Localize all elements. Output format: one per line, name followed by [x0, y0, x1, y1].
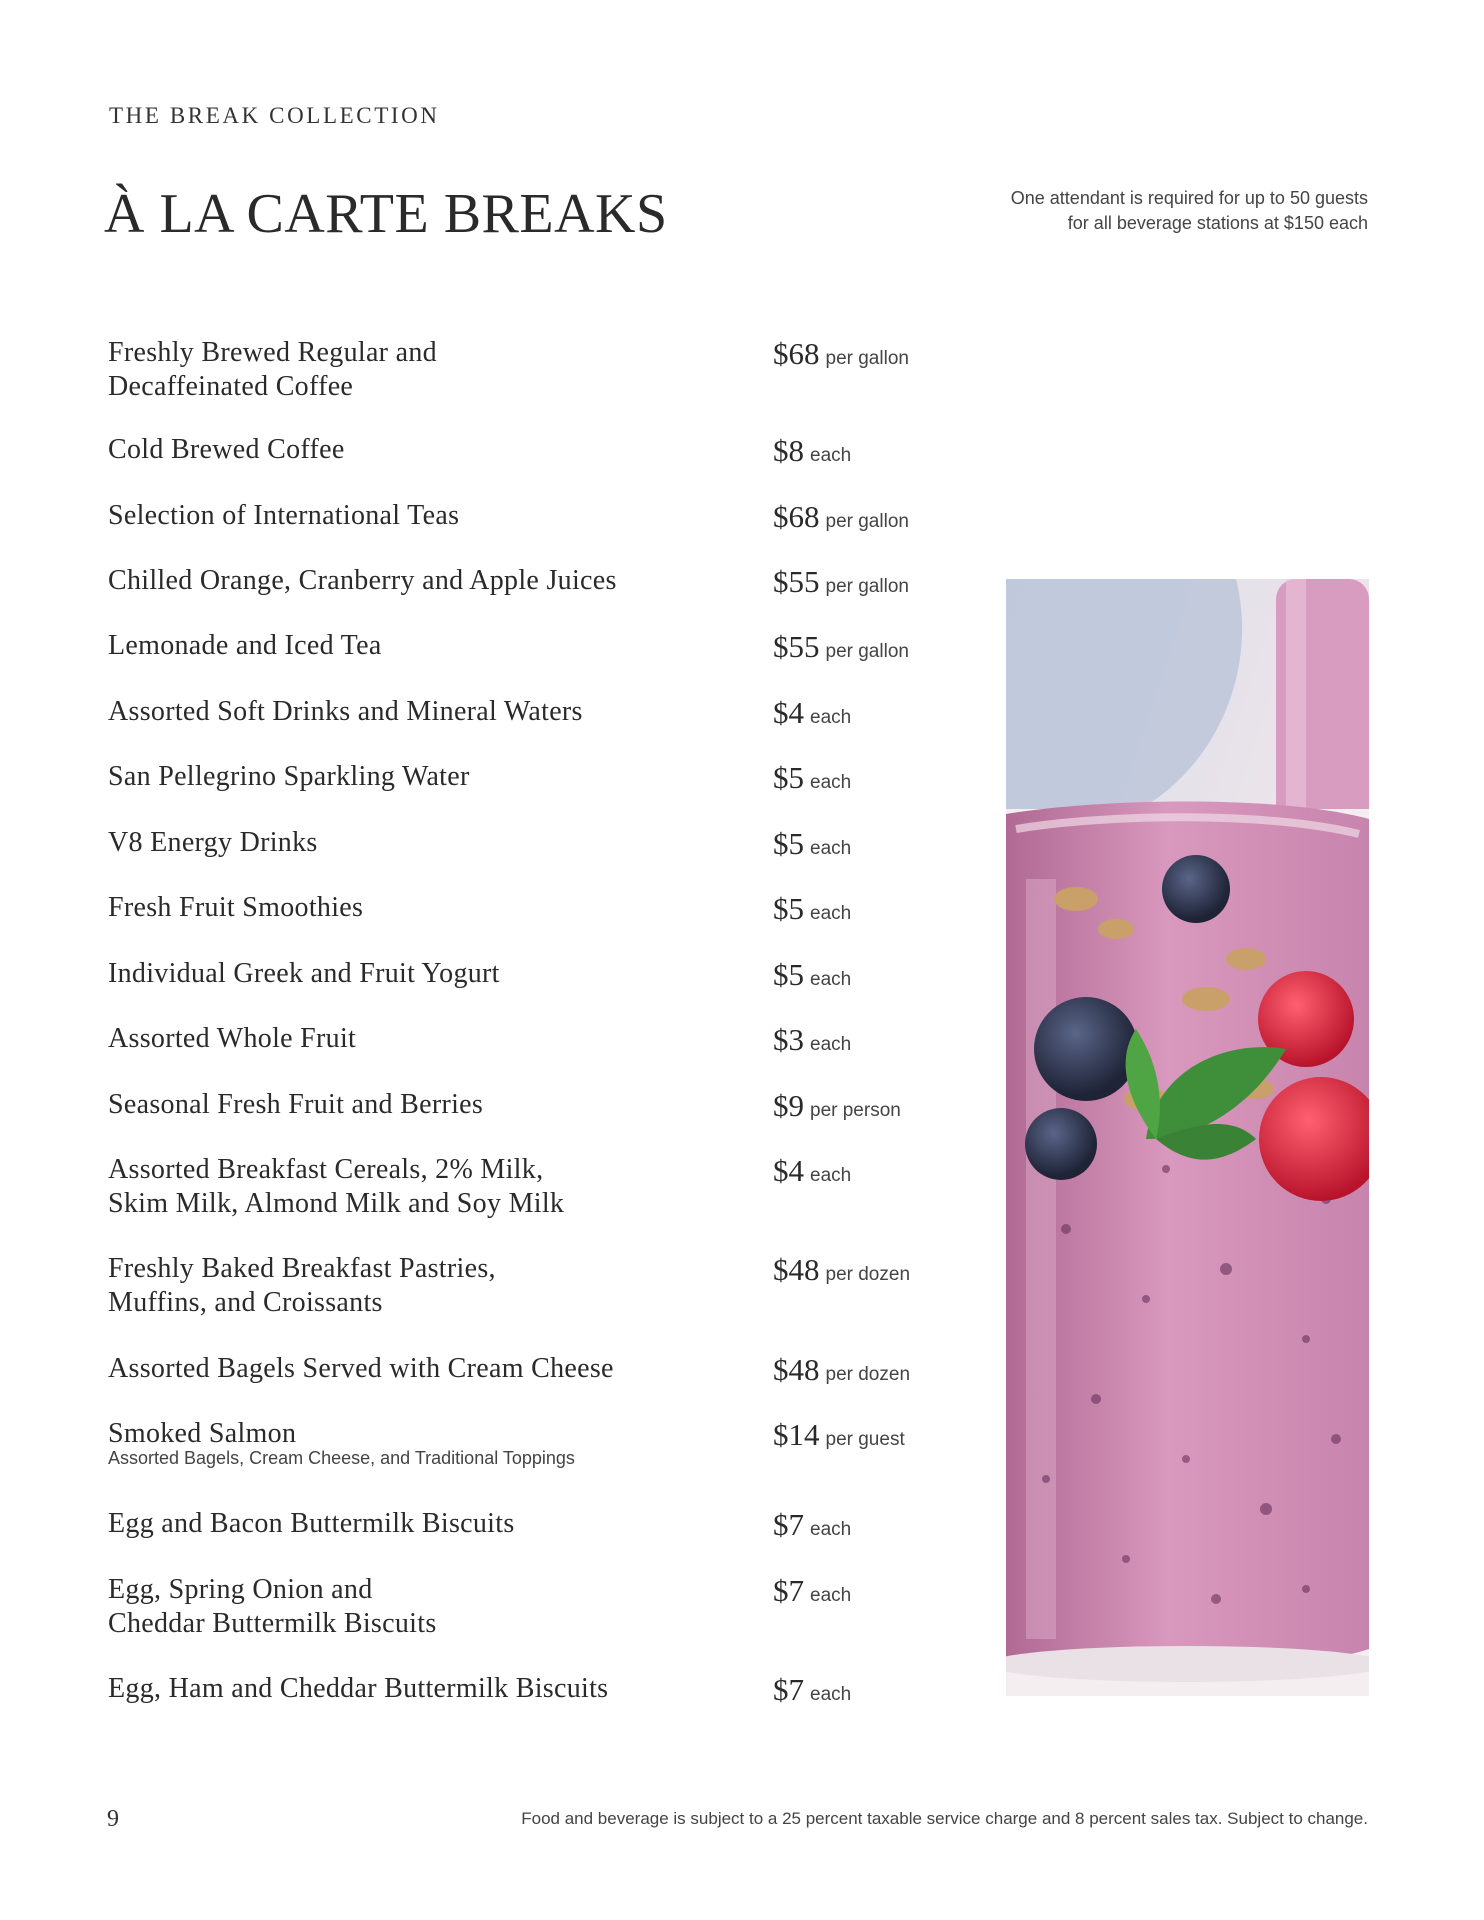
item-name: V8 Energy Drinks [108, 827, 318, 858]
price-unit: each [810, 445, 852, 466]
item-name: Assorted Whole Fruit [108, 1023, 357, 1054]
price-unit: per dozen [825, 1364, 911, 1385]
item-name: Freshly Brewed Regular and [108, 337, 437, 368]
item-price [773, 433, 851, 469]
item-price [773, 499, 909, 535]
attendant-note [1011, 186, 1368, 236]
price-unit: each [810, 903, 852, 924]
item-name: Selection of International Teas [108, 500, 460, 531]
item-price [773, 1507, 851, 1543]
item-name-line-2: Muffins, and Croissants [108, 1287, 383, 1318]
menu-item [108, 1153, 988, 1221]
price-unit: per dozen [825, 1264, 911, 1285]
price-amount: $48 [773, 1352, 820, 1387]
price-amount: $8 [773, 433, 804, 468]
menu-item [108, 629, 988, 663]
item-price [773, 695, 851, 731]
item-name-line-2: Decaffeinated Coffee [108, 371, 354, 402]
price-amount: $7 [773, 1573, 804, 1608]
item-name: Individual Greek and Fruit Yogurt [108, 958, 500, 989]
item-name: Freshly Baked Breakfast Pastries, [108, 1253, 496, 1284]
item-price [773, 957, 851, 993]
item-price [773, 336, 909, 372]
price-unit: per gallon [825, 641, 909, 662]
price-unit: per gallon [825, 348, 909, 369]
price-unit: each [810, 838, 852, 859]
item-price [773, 1088, 901, 1124]
price-amount: $3 [773, 1022, 804, 1057]
price-unit: per guest [825, 1429, 905, 1450]
price-unit: each [810, 1034, 852, 1055]
price-amount: $4 [773, 1153, 804, 1188]
price-amount: $48 [773, 1252, 820, 1287]
menu-item [108, 1252, 988, 1320]
item-name: Assorted Bagels Served with Cream Cheese [108, 1353, 614, 1384]
price-unit: per gallon [825, 511, 909, 532]
page-number: 9 [107, 1806, 119, 1832]
item-price [773, 1022, 851, 1058]
item-price [773, 1573, 851, 1609]
menu-item [108, 826, 988, 860]
price-unit: each [810, 1585, 852, 1606]
item-price [773, 629, 909, 665]
item-name-line-2: Cheddar Buttermilk Biscuits [108, 1608, 437, 1639]
item-name: Egg, Ham and Cheddar Buttermilk Biscuits [108, 1673, 609, 1704]
price-amount: $9 [773, 1088, 804, 1123]
menu-item [108, 1507, 988, 1541]
item-name: Seasonal Fresh Fruit and Berries [108, 1089, 484, 1120]
item-name: Cold Brewed Coffee [108, 434, 345, 465]
price-unit: each [810, 1165, 852, 1186]
item-price [773, 1672, 851, 1708]
item-name: Chilled Orange, Cranberry and Apple Juices [108, 565, 617, 596]
item-name: Lemonade and Iced Tea [108, 630, 382, 661]
item-name: Assorted Soft Drinks and Mineral Waters [108, 696, 583, 727]
attendant-note-line-1: One attendant is required for up to 50 guests [1010, 188, 1368, 208]
price-amount: $7 [773, 1672, 804, 1707]
price-unit: each [810, 1519, 852, 1540]
item-name-line-2: Skim Milk, Almond Milk and Soy Milk [108, 1188, 565, 1219]
price-amount: $55 [773, 564, 820, 599]
smoothie-photo [1006, 579, 1369, 1696]
item-name: San Pellegrino Sparkling Water [108, 761, 470, 792]
item-price [773, 891, 851, 927]
price-unit: each [810, 772, 852, 793]
price-unit: each [810, 1684, 852, 1705]
footer-disclaimer: Food and beverage is subject to a 25 percent taxable service charge and 8 percent sales tax. Subject to change. [521, 1809, 1368, 1828]
price-amount: $68 [773, 336, 820, 371]
section-eyebrow: THE BREAK COLLECTION [109, 103, 440, 128]
price-amount: $5 [773, 826, 804, 861]
item-price [773, 1252, 910, 1288]
menu-item [108, 1672, 988, 1706]
item-price [773, 1153, 851, 1189]
price-amount: $5 [773, 760, 804, 795]
item-name: Smoked Salmon [108, 1418, 297, 1449]
menu-item [108, 433, 988, 467]
menu-item [108, 891, 988, 925]
menu-item [108, 336, 988, 404]
price-amount: $68 [773, 499, 820, 534]
price-amount: $5 [773, 891, 804, 926]
menu-item [108, 1417, 988, 1469]
price-unit: per person [810, 1100, 901, 1121]
attendant-note-line-2: for all beverage stations at $150 each [1067, 213, 1368, 233]
menu-item [108, 1352, 988, 1386]
item-price [773, 760, 851, 796]
menu-item [108, 499, 988, 533]
item-price [773, 564, 909, 600]
item-price [773, 826, 851, 862]
item-name: Fresh Fruit Smoothies [108, 892, 364, 923]
menu-item [108, 1022, 988, 1056]
item-description: Assorted Bagels, Cream Cheese, and Traditional Toppings [108, 1448, 575, 1468]
item-name: Egg and Bacon Buttermilk Biscuits [108, 1508, 515, 1539]
smoothie-illustration [1006, 579, 1369, 1696]
item-price [773, 1352, 910, 1388]
menu-item [108, 564, 988, 598]
page-title: À LA CARTE BREAKS [104, 183, 668, 245]
price-amount: $14 [773, 1417, 820, 1452]
price-unit: per gallon [825, 576, 909, 597]
menu-item [108, 760, 988, 794]
menu-item [108, 957, 988, 991]
price-unit: each [810, 707, 852, 728]
item-price [773, 1417, 905, 1453]
price-amount: $5 [773, 957, 804, 992]
item-name: Egg, Spring Onion and [108, 1574, 373, 1605]
price-amount: $7 [773, 1507, 804, 1542]
price-amount: $4 [773, 695, 804, 730]
price-amount: $55 [773, 629, 820, 664]
item-name: Assorted Breakfast Cereals, 2% Milk, [108, 1154, 544, 1185]
price-unit: each [810, 969, 852, 990]
menu-item [108, 1573, 988, 1641]
menu-item [108, 1088, 988, 1122]
menu-item [108, 695, 988, 729]
